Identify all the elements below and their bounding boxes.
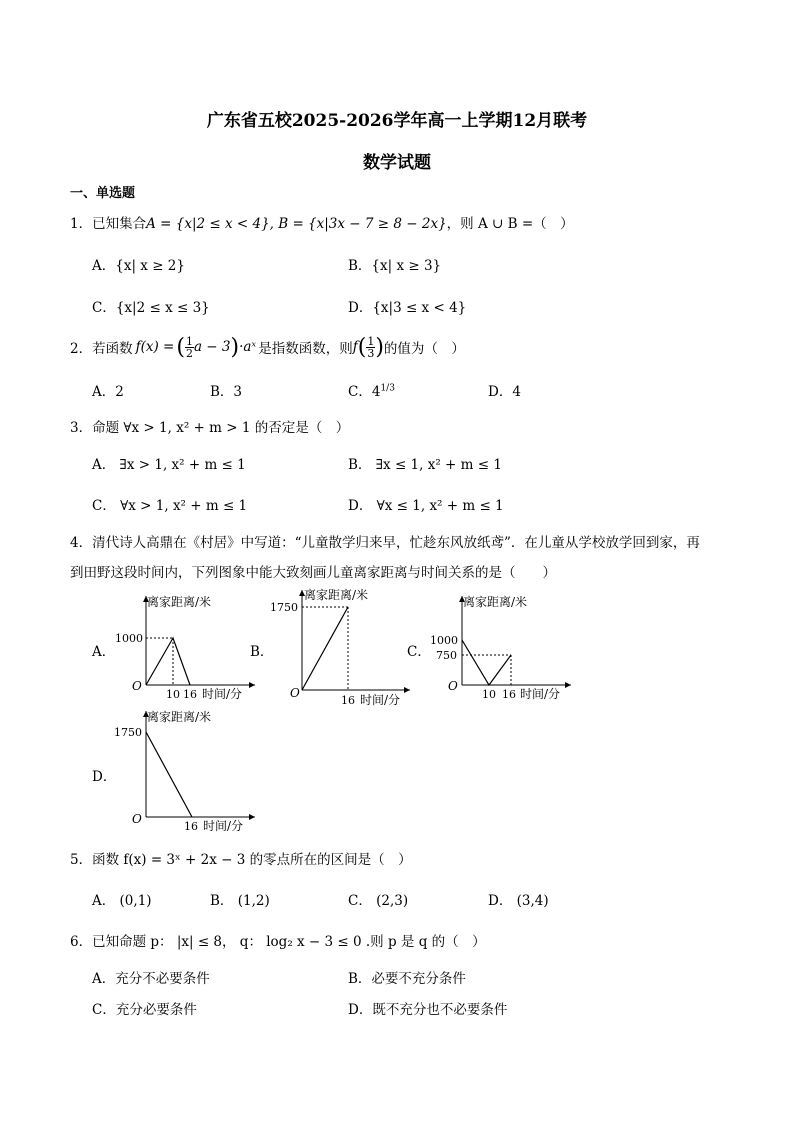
q2-option-b[interactable]: B．3	[210, 384, 243, 400]
graph-c-xtick-10: 10	[482, 688, 496, 700]
q2-f: f	[352, 339, 358, 355]
graph-a-xtick-10: 10	[166, 688, 180, 700]
graph-b-ytick: 1750	[270, 601, 298, 614]
q5-option-a[interactable]: A． (0,1)	[92, 893, 152, 909]
q2-option-c-base: 4	[371, 384, 381, 400]
q3-option-b[interactable]: B． ∃x ≤ 1, x² + m ≤ 1	[348, 457, 502, 473]
graph-c-curve	[462, 640, 511, 685]
q1-option-b[interactable]: B．{x| x ≥ 3}	[348, 258, 442, 274]
q5-option-b[interactable]: B． (1,2)	[210, 893, 270, 909]
q1-suffix: ，则 A ∪ B =（ ）	[446, 216, 574, 232]
graph-c-xtick-16: 16	[502, 688, 516, 700]
graph-a-origin: O	[132, 679, 142, 693]
q1-option-a[interactable]: A．{x| x ≥ 2}	[92, 258, 185, 274]
q4-graph-c	[426, 590, 576, 700]
graph-d-xlabel: 时间/分	[203, 819, 244, 833]
q2-option-c-exp: 1/3	[380, 383, 395, 394]
graph-b-xtick-16: 16	[341, 694, 355, 707]
paper-subtitle: 数学试题	[363, 153, 431, 173]
q4-option-c-label[interactable]: C．	[407, 644, 431, 660]
graph-d-origin: O	[132, 812, 142, 826]
q6-option-c[interactable]: C．充分必要条件	[92, 1002, 197, 1018]
q6-option-a[interactable]: A．充分不必要条件	[92, 971, 210, 987]
graph-d-xtick-16: 16	[184, 820, 198, 833]
q2-ax: ·aˣ	[239, 339, 257, 355]
question-4-line-2: 到田野这段时间内，下列图象中能大致刻画儿童离家距离与时间关系的是（ ）	[70, 565, 556, 581]
graph-c-ytick-1000: 1000	[430, 634, 458, 647]
question-1-stem	[70, 212, 574, 232]
q2-option-c[interactable]	[348, 380, 395, 400]
graph-a-xlabel: 时间/分	[202, 687, 243, 700]
q1-math: A = {x|2 ≤ x < 4}, B = {x|3x − 7 ≥ 8 − 2x}	[146, 216, 447, 232]
graph-d-curve	[146, 732, 192, 817]
q1-prefix: 1．已知集合	[70, 216, 147, 232]
q6-option-d[interactable]: D．既不充分也不必要条件	[348, 1002, 508, 1018]
graph-d-ytick: 1750	[114, 726, 142, 739]
q2-f-expr: f(x) =	[135, 339, 175, 355]
section-heading: 一、单选题	[70, 186, 136, 201]
graph-b-curve	[302, 607, 348, 690]
question-4-line-1: 4．清代诗人高鼎在《村居》中写道：“儿童散学归来早，忙趁东风放纸鸢”．在儿童从学校放学回到家，再	[70, 535, 700, 551]
q2-option-a[interactable]: A．2	[92, 384, 124, 400]
q2-prefix: 2．若函数	[70, 341, 133, 357]
q2-mid: 是指数函数，则	[258, 341, 353, 357]
paper-title: 广东省五校2025-2026学年高一上学期12月联考	[206, 111, 588, 131]
graph-d-ylabel: 离家距离/米	[147, 710, 212, 724]
graph-c-origin: O	[448, 679, 458, 693]
graph-a-xtick-16: 16	[183, 688, 197, 700]
q4-graph-b	[268, 582, 418, 710]
q5-option-c[interactable]: C． (2,3)	[348, 893, 409, 909]
graph-b-ylabel: 离家距离/米	[304, 588, 369, 602]
q6-option-b[interactable]: B．必要不充分条件	[348, 971, 466, 987]
graph-c-xlabel: 时间/分	[520, 687, 561, 700]
graph-c-ytick-750: 750	[436, 649, 457, 662]
q2-a-minus-3: a − 3	[193, 339, 231, 355]
q3-option-d[interactable]: D． ∀x ≤ 1, x² + m ≤ 1	[348, 498, 504, 514]
question-5-stem: 5．函数 f(x) = 3ˣ + 2x − 3 的零点所在的区间是（ ）	[70, 852, 412, 868]
graph-a-ylabel: 离家距离/米	[147, 595, 212, 609]
q2-tail: 的值为（ ）	[383, 341, 465, 357]
graph-a-curve	[146, 638, 190, 685]
q2-fraction-third: $\frac{1}{3}$	[367, 334, 375, 360]
q1-option-c[interactable]: C．{x|2 ≤ x ≤ 3}	[92, 300, 210, 316]
graph-b-xlabel: 时间/分	[360, 693, 401, 707]
q4-option-b-label[interactable]: B．	[250, 644, 274, 660]
question-6-stem: 6．已知命题 p： |x| ≤ 8， q： log₂ x − 3 ≤ 0 .则 p 是 q 的（ ）	[70, 934, 486, 950]
q4-option-d-label[interactable]: D．	[92, 769, 117, 785]
graph-b-origin: O	[290, 686, 300, 700]
q5-option-d[interactable]: D． (3,4)	[488, 893, 549, 909]
graph-c-ylabel: 离家距离/米	[463, 595, 528, 609]
q3-option-a[interactable]: A． ∃x > 1, x² + m ≤ 1	[92, 457, 246, 473]
q4-graph-d	[110, 705, 260, 835]
q3-option-c[interactable]: C． ∀x > 1, x² + m ≤ 1	[92, 498, 248, 514]
question-2-stem: 2．若函数 f(x) = ( $\frac{1}{2}$ a − 3 ) ·aˣ 是指数函数，则 f ( $\frac{1}{3}$ ) 的值为（ ）	[70, 334, 465, 360]
q4-option-a-label[interactable]: A．	[92, 644, 116, 660]
q1-option-d[interactable]: D．{x|3 ≤ x < 4}	[348, 300, 467, 316]
q2-fraction-half: $\frac{1}{2}$	[185, 334, 193, 360]
graph-a-ytick: 1000	[115, 632, 143, 645]
q2-option-d[interactable]: D．4	[488, 384, 521, 400]
q4-graph-a	[110, 590, 260, 700]
q2-option-c-label: C．	[348, 384, 372, 400]
question-3-stem: 3．命题 ∀x > 1, x² + m > 1 的否定是（ ）	[70, 420, 350, 436]
